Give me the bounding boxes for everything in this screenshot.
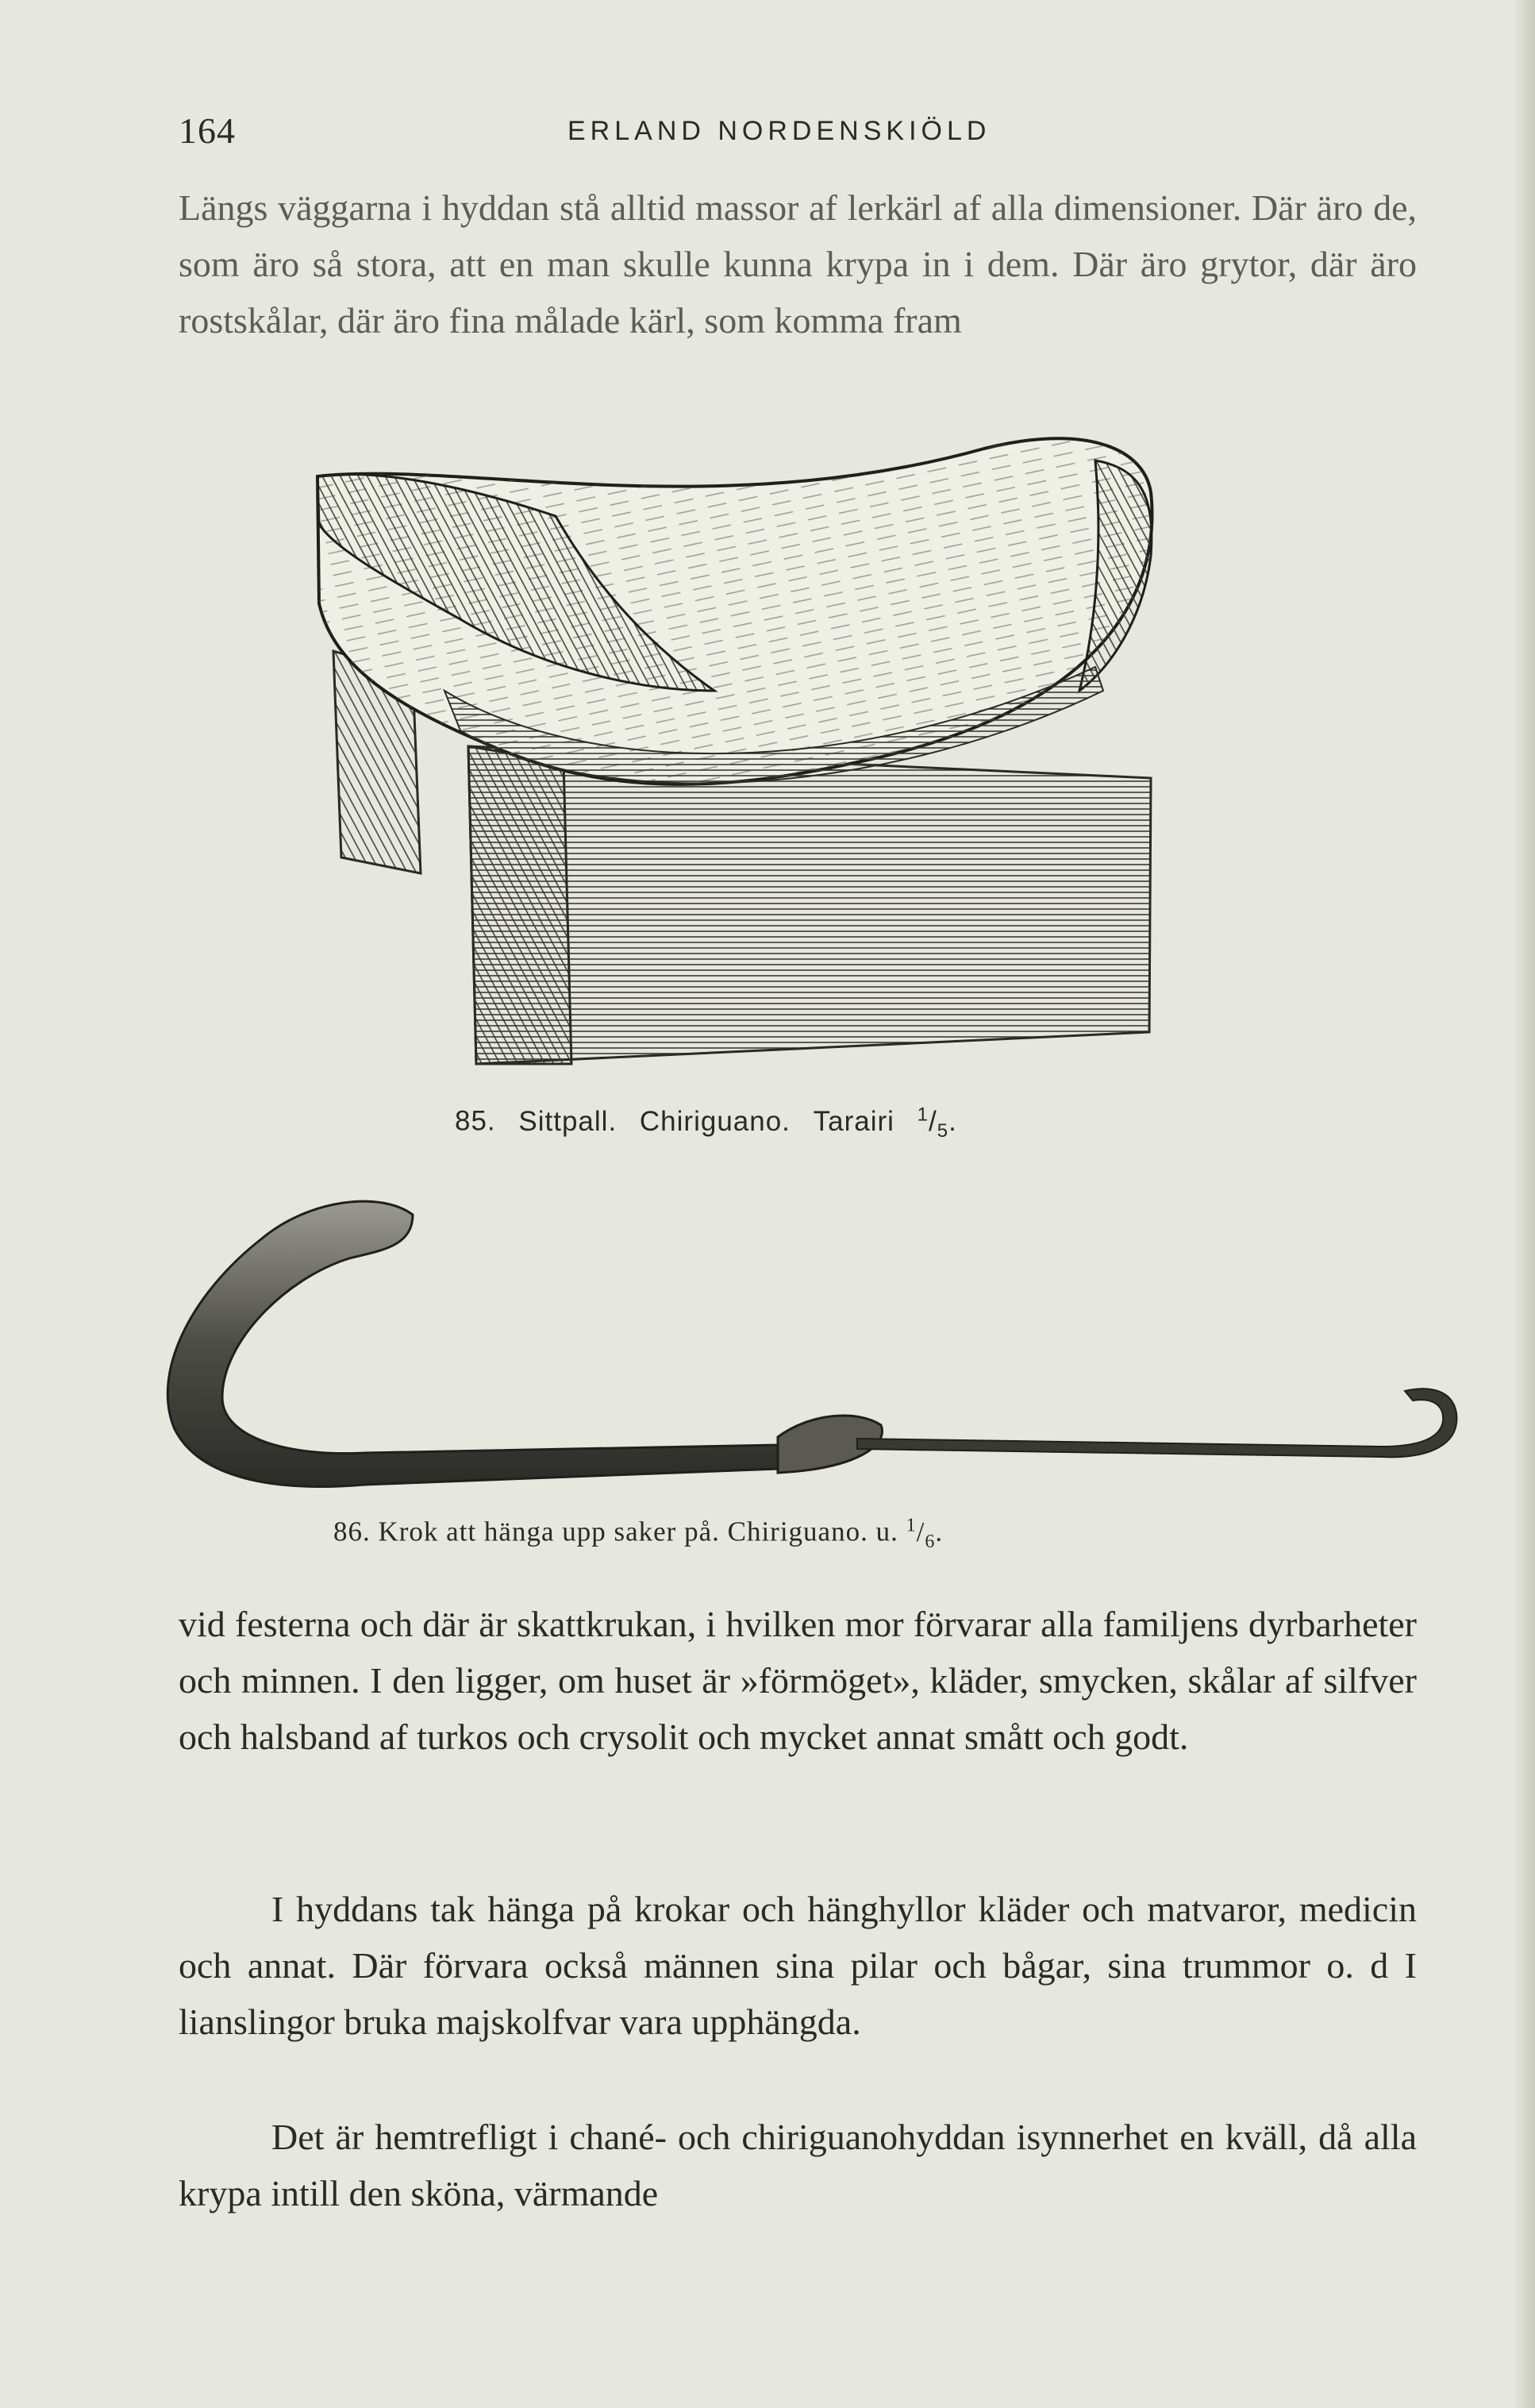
paragraph-bottom-2: I hyddans tak hänga på krokar och hänghyllor kläder och matvaror, medicin och annat. Där förvara också männen sina pilar och bågar, sina trummor o. d I lianslingor bruka majskolfvar vara upphängda. <box>179 1889 1417 2042</box>
figure-85-title: Sittpall. <box>518 1105 617 1137</box>
paragraph-bottom-1: vid festerna och där är skattkrukan, i hvilken mor förvarar alla familjens dyrbarheter och minnen. I den ligger, om huset är »förmöget», kläder, smycken, skålar af silfver och halsband af turkos och crysolit och mycket annat smått och godt. <box>179 1604 1417 1757</box>
page-header <box>179 110 1417 157</box>
paragraph-bottom-3: Det är hemtrefligt i chané- och chiriguanohyddan isynnerhet en kväll, då alla krypa intill den sköna, värmande <box>179 2117 1417 2213</box>
page-edge-shadow <box>1513 0 1535 2408</box>
figure-86-title: 86. Krok att hänga upp saker på. Chiriguano. u. <box>333 1516 898 1547</box>
figure-86-scale: $^1/_6$. <box>906 1515 944 1552</box>
stool-illustration <box>302 429 1286 1088</box>
page-number: 164 <box>179 110 236 151</box>
figure-85-caption <box>455 1104 957 1142</box>
figure-86-caption <box>333 1515 943 1553</box>
figure-85-number: 85. <box>455 1105 496 1137</box>
running-head: ERLAND NORDENSKIÖLD <box>567 116 991 146</box>
hook-illustration <box>143 1183 1476 1508</box>
figure-85-scale: $^1/_5$. <box>917 1104 957 1142</box>
paragraph-top: Längs väggarna i hyddan stå alltid massor af lerkärl af alla dimensioner. Där äro de, som äro så stora, att en man skulle kunna krypa in i dem. Där äro grytor, där äro rostskålar, där äro fina målade kärl, som komma fram <box>179 187 1417 341</box>
figure-85-tribe: Chiriguano. <box>639 1105 791 1137</box>
figure-85-place: Tarairi <box>813 1105 894 1137</box>
